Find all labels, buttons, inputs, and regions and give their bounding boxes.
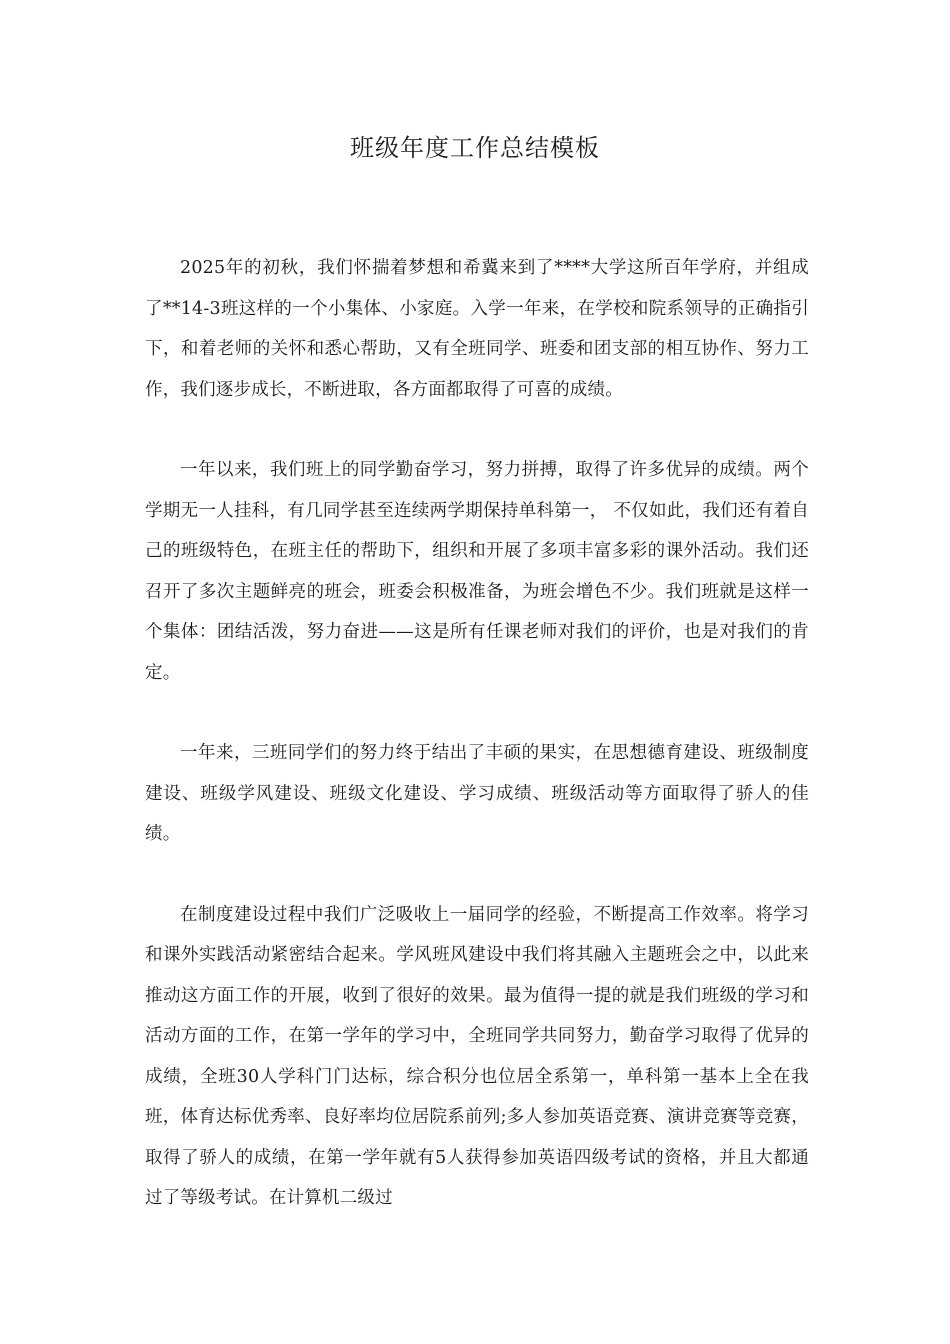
paragraph-2: 一年以来，我们班上的同学勤奋学习，努力拼搏，取得了许多优异的成绩。两个学期无一人挂科，有几同学甚至连续两学期保持单科第一， 不仅如此，我们还有着自己的班级特色，在班主任的帮助下，组织和开展了多项丰富多彩的课外活动。我们还召开了多次主题鲜亮的班会，班委会积极准备，为班会增色不少。我们班就是这样一个集体：团结活泼，努力奋进——这是所有任课老师对我们的评价，也是对我们的肯定。 xyxy=(145,460,809,683)
paragraph-1: 2025年的初秋，我们怀揣着梦想和希冀来到了****大学这所百年学府，并组成了**14-3班这样的一个小集体、小家庭。入学一年来，在学校和院系领导的正确指引下，和着老师的关怀和悉心帮助，又有全班同学、班委和团支部的相互协作、努力工作，我们逐步成长，不断进取，各方面都取得了可喜的成绩。 xyxy=(145,258,809,400)
document-body xyxy=(145,248,809,1259)
paragraph-4: 在制度建设过程中我们广泛吸收上一届同学的经验，不断提高工作效率。将学习和课外实践活动紧密结合起来。学风班风建设中我们将其融入主题班会之中，以此来推动这方面工作的开展，收到了很好的效果。最为值得一提的就是我们班级的学习和活动方面的工作，在第一学年的学习中，全班同学共同努力，勤奋学习取得了优异的成绩，全班30人学科门门达标，综合积分也位居全系第一，单科第一基本上全在我班，体育达标优秀率、良好率均位居院系前列;多人参加英语竞赛、演讲竞赛等竞赛，取得了骄人的成绩，在第一学年就有5人获得参加英语四级考试的资格，并且大都通过了等级考试。在计算机二级过 xyxy=(145,904,809,1208)
document-title: 班级年度工作总结模板 xyxy=(350,134,600,162)
paragraph-3: 一年来，三班同学们的努力终于结出了丰硕的果实，在思想德育建设、班级制度建设、班级学风建设、班级文化建设、学习成绩、班级活动等方面取得了骄人的佳绩。 xyxy=(145,743,809,844)
